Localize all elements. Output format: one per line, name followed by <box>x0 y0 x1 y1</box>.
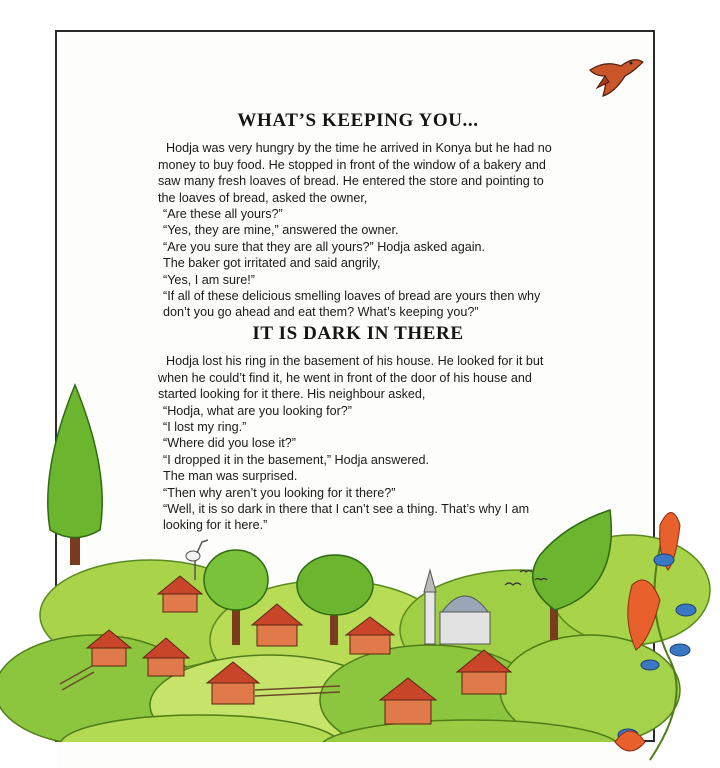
dialogue-line: “Where did you lose it?” <box>163 436 296 451</box>
dialogue-line: “Then why aren’t you looking for it there?” <box>163 485 396 500</box>
dialogue-line: “Well, it is so dark in there that I can’t see a thing. That’s why I am looking for it here.” <box>163 502 530 533</box>
story-paragraph: Hodja lost his ring in the basement of his house. He looked for it but when he could’t find it, he went in front of the door of his house and started looking for it there. His neighbour asked, <box>158 354 544 402</box>
dialogue-line: “Yes, they are mine,” answered the owner. <box>163 223 399 238</box>
story-title: IT IS DARK IN THERE <box>252 323 464 344</box>
dialogue-line: “Are these all yours?” <box>163 207 283 222</box>
dialogue-line: “Are you sure that they are all yours?” Hodja asked again. <box>163 239 486 254</box>
dialogue-line: “Yes, I am sure!” <box>163 272 255 287</box>
story-paragraph: Hodja was very hungry by the time he arrived in Konya but he had no money to buy food. He stopped in front of the window of a bakery and saw many fresh loaves of bread. He entered the store and pointing to the loaves of bread, asked the owner, <box>158 141 552 205</box>
story-title: WHAT’S KEEPING YOU... <box>237 110 479 131</box>
dialogue-line: “Hodja, what are you looking for?” <box>163 403 353 418</box>
dialogue-line: “I lost my ring.” <box>163 420 247 435</box>
story-whats-keeping-you <box>158 110 558 321</box>
dialogue-line: “If all of these delicious smelling loaves of bread are yours then why don’t you go ahead and eat them? What’s keeping you?” <box>163 289 541 320</box>
dialogue-line: The man was surprised. <box>163 469 298 484</box>
story-it-is-dark-in-there <box>158 323 558 534</box>
dialogue-line: “I dropped it in the basement,” Hodja answered. <box>163 452 430 467</box>
dialogue-line: The baker got irritated and said angrily, <box>163 256 381 271</box>
